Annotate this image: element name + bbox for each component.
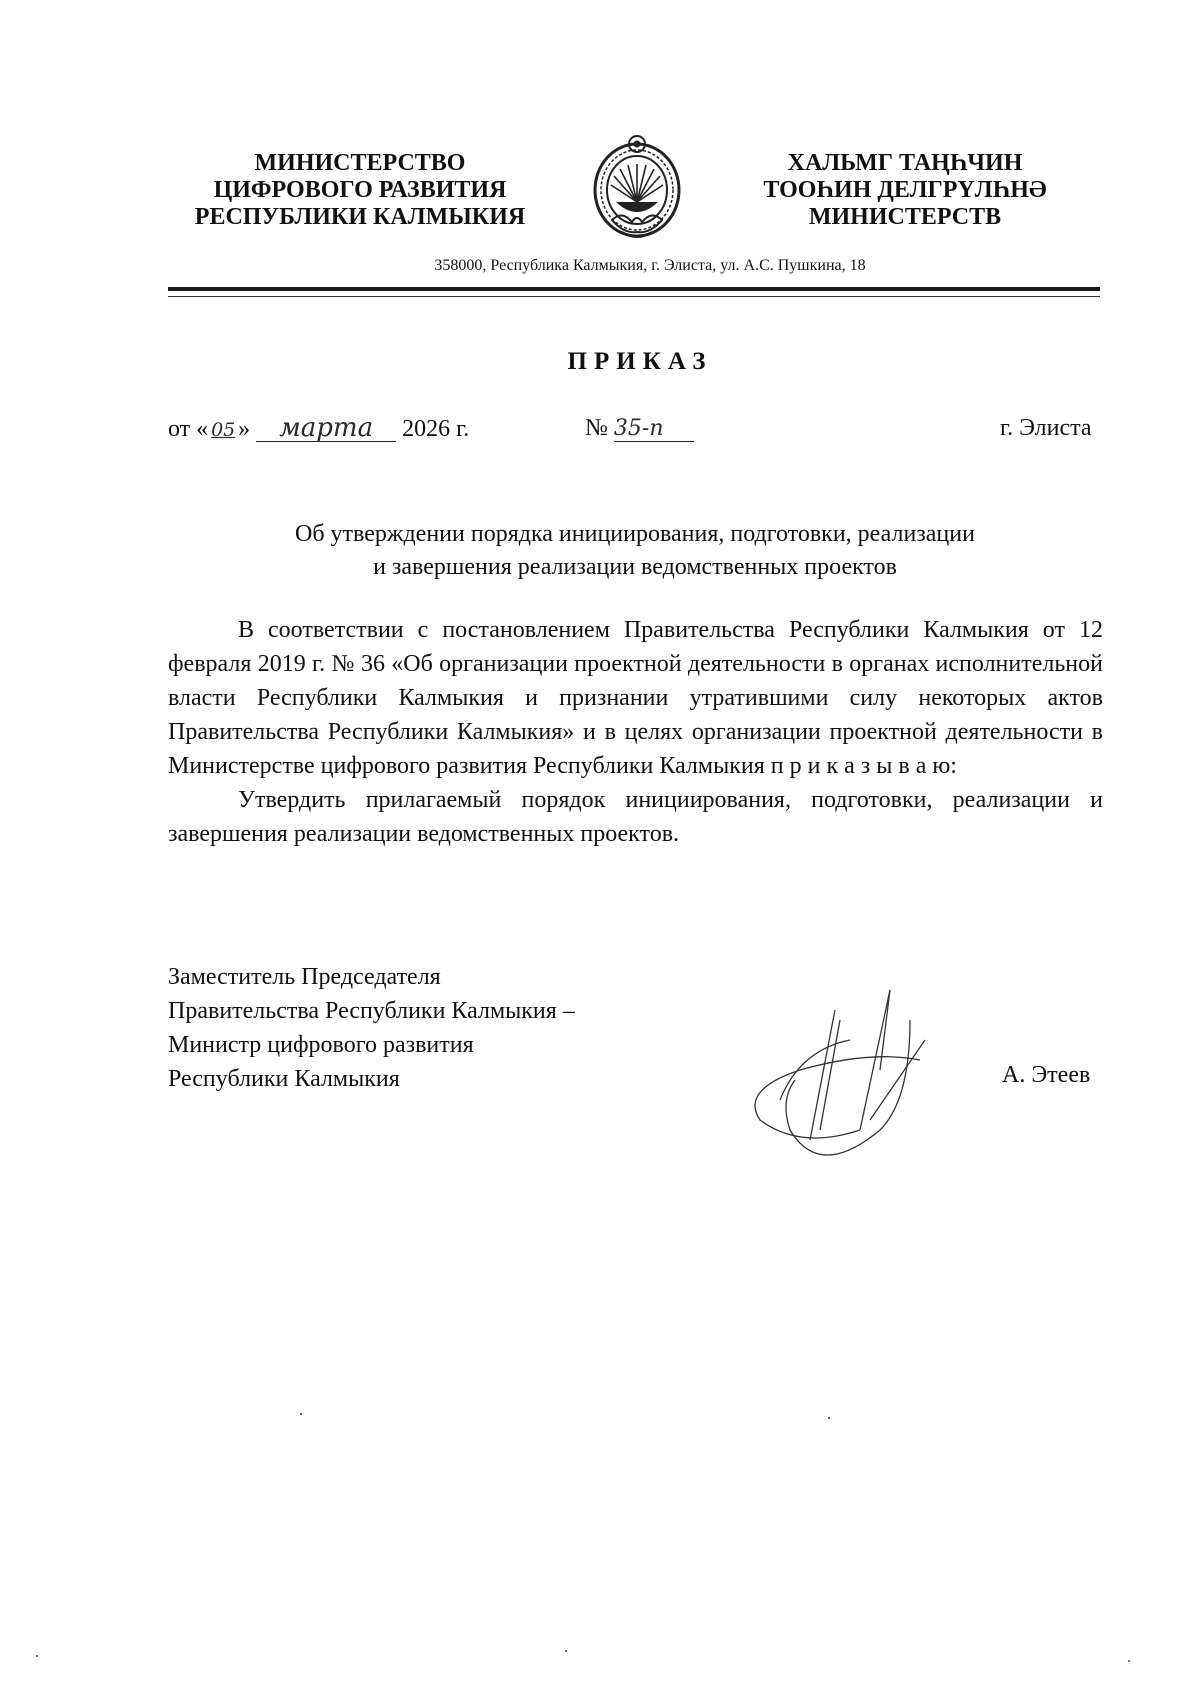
header-divider-thin xyxy=(168,296,1100,297)
ministry-name-russian xyxy=(190,150,530,231)
ministry-name-line: МИНИСТЕРСТВ xyxy=(808,204,1002,230)
date-mid: » xyxy=(238,416,251,442)
ministry-name-line: ТООҺИН ДЕЛГРYЛҺНӘ xyxy=(763,177,1047,203)
body-paragraph: В соответствии с постановлением Правительства Республики Калмыкия от 12 февраля 2019 г. № 36 «Об организации проектной деятельности в органах исполнительной власти Республики Калмыкия и признании утратившими силу некоторых актов Правительства Республики Калмыкия» и в целях организации проектной деятельности в Министерстве цифрового развития Республики Калмыкия п р и к а з ы в а ю: xyxy=(168,617,1103,779)
date-year: 2026 г. xyxy=(402,416,470,442)
position-line: Республики Калмыкия xyxy=(168,1066,400,1092)
date-prefix: от « xyxy=(168,416,209,442)
subject-line: и завершения реализации ведомственных проектов xyxy=(373,554,897,580)
signatory-position xyxy=(168,960,688,1096)
position-line: Правительства Республики Калмыкия – xyxy=(168,998,575,1024)
number-prefix: № xyxy=(585,415,608,441)
ministry-name-line: МИНИСТЕРСТВО xyxy=(254,150,466,176)
scan-speck xyxy=(300,1413,302,1415)
position-line: Министр цифрового развития xyxy=(168,1032,474,1058)
order-subject xyxy=(170,518,1100,584)
scan-speck xyxy=(36,1655,38,1657)
scan-speck xyxy=(1128,1660,1130,1662)
header-divider xyxy=(168,287,1100,291)
date-day: 05 xyxy=(211,419,236,441)
order-city: г. Элиста xyxy=(1000,415,1092,441)
ministry-name-line: ХАЛЬМГ ТАҢҺЧИН xyxy=(787,150,1023,176)
date-month: марта xyxy=(256,415,396,442)
order-number xyxy=(585,415,694,442)
scan-speck xyxy=(565,1650,567,1652)
signatory-name: А. Этеев xyxy=(1002,1062,1091,1088)
order-body xyxy=(168,613,1103,851)
ministry-address: 358000, Республика Калмыкия, г. Элиста, ул. А.С. Пушкина, 18 xyxy=(434,257,866,274)
ministry-name-line: ЦИФРОВОГО РАЗВИТИЯ xyxy=(213,177,507,203)
scan-speck xyxy=(828,1417,830,1419)
ministry-name-kalmyk xyxy=(755,150,1055,231)
body-paragraph: Утвердить прилагаемый порядок инициирования, подготовки, реализации и завершения реализации ведомственных проектов. xyxy=(168,787,1103,847)
signature-icon xyxy=(740,980,940,1180)
position-line: Заместитель Председателя xyxy=(168,964,441,990)
order-date xyxy=(168,415,469,443)
document-title: ПРИКАЗ xyxy=(567,348,713,375)
ministry-name-line: РЕСПУБЛИКИ КАЛМЫКИЯ xyxy=(194,204,526,230)
coat-of-arms-icon xyxy=(582,130,692,242)
subject-line: Об утверждении порядка инициирования, подготовки, реализации xyxy=(295,521,975,547)
number-value: 35-п xyxy=(614,417,694,442)
